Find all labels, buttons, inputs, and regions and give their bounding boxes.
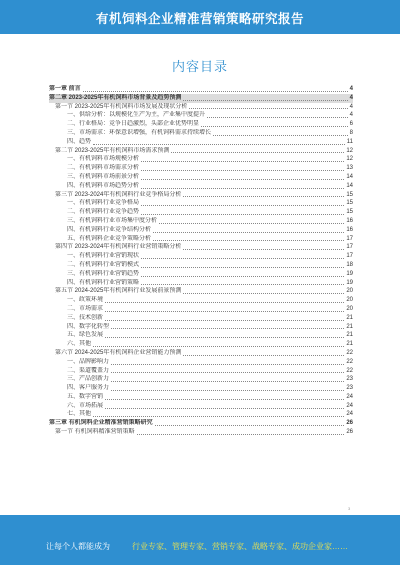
toc-entry-title: 二、渠道覆盖力 bbox=[67, 367, 110, 374]
toc-dot-leader bbox=[189, 104, 347, 109]
toc-dot-leader bbox=[105, 316, 344, 321]
toc-dot-leader bbox=[183, 289, 344, 294]
toc-dot-leader bbox=[111, 368, 344, 373]
toc-dot-leader bbox=[141, 263, 344, 268]
toc-entry-title: 第四节 2023-2024年有机饲料行业营销策略分析 bbox=[55, 244, 182, 251]
toc-dot-leader bbox=[207, 113, 348, 118]
toc-entry-title: 一、有机饲料行业营销现状 bbox=[67, 253, 140, 260]
toc-entry-page: 13 bbox=[346, 165, 353, 172]
toc-entry-page: 19 bbox=[346, 279, 353, 286]
toc-entry-title: 二、有机饲料市场需求分析 bbox=[67, 165, 140, 172]
toc-entry-title: 四、趋势 bbox=[67, 138, 92, 145]
toc-entry-page: 14 bbox=[346, 182, 353, 189]
toc-entry-title: 三、有机饲料市场前景分析 bbox=[67, 173, 140, 180]
toc-entry-page: 11 bbox=[346, 138, 353, 145]
toc-dot-leader bbox=[93, 412, 344, 417]
toc-entry-page: 14 bbox=[346, 173, 353, 180]
toc-entry[interactable] bbox=[49, 103, 353, 112]
toc-dot-leader bbox=[183, 245, 344, 250]
toc-entry[interactable] bbox=[49, 358, 353, 367]
toc-entry[interactable] bbox=[49, 85, 353, 94]
toc-entry[interactable] bbox=[49, 296, 353, 305]
toc-dot-leader bbox=[141, 157, 344, 162]
report-header-bar bbox=[0, 0, 400, 34]
toc-entry-title: 四、有机饲料行业竞争结构分析 bbox=[67, 226, 152, 233]
toc-dot-leader bbox=[137, 430, 345, 435]
toc-dot-leader bbox=[111, 324, 344, 329]
toc-entry-title: 第一章 前言 bbox=[49, 86, 81, 92]
toc-heading: 内容目录 bbox=[171, 59, 228, 74]
toc-entry-page: 26 bbox=[346, 420, 353, 427]
toc-entry-title: 二、有机饲料行业营销模式 bbox=[67, 261, 140, 268]
toc-entry-page: 21 bbox=[346, 323, 353, 330]
toc-entry-title: 一、品牌影响力 bbox=[67, 358, 110, 365]
toc-entry-page: 22 bbox=[346, 349, 353, 356]
toc-entry-page: 24 bbox=[346, 411, 353, 418]
toc-entry-title: 五、绿色发展 bbox=[67, 332, 104, 339]
toc-entry[interactable] bbox=[49, 182, 353, 191]
toc-entry-page: 21 bbox=[346, 332, 353, 339]
toc-entry-page: 12 bbox=[346, 147, 353, 154]
toc-dot-leader bbox=[141, 272, 344, 277]
toc-entry[interactable] bbox=[49, 305, 353, 314]
toc-entry-title: 第六节 2024-2025年有机饲料企业营销能力预测 bbox=[55, 349, 182, 356]
toc-entry[interactable] bbox=[49, 410, 353, 419]
toc-dot-leader bbox=[183, 351, 344, 356]
toc-entry[interactable] bbox=[49, 314, 353, 323]
toc-entry-page: 15 bbox=[346, 200, 353, 207]
toc-entry-title: 一、有机饲料市场规模分析 bbox=[67, 156, 140, 163]
toc-entry-title: 四、数字化转型 bbox=[67, 323, 110, 330]
toc-entry-page: 23 bbox=[346, 376, 353, 383]
toc-entry[interactable] bbox=[49, 261, 353, 270]
toc-entry[interactable] bbox=[49, 287, 353, 296]
toc-dot-leader bbox=[183, 96, 347, 101]
toc-entry-title: 五、数字营销 bbox=[67, 393, 104, 400]
toc-entry-title: 七、其他 bbox=[67, 411, 92, 418]
toc-entry-page: 19 bbox=[346, 270, 353, 277]
toc-dot-leader bbox=[93, 342, 344, 347]
toc-dot-leader bbox=[93, 140, 345, 145]
toc-entry-title: 二、行业格局：竞争日趋激烈，头部企业优势明显 bbox=[67, 121, 200, 128]
toc-dot-leader bbox=[141, 280, 344, 285]
report-title: 有机饲料企业精准营销策略研究报告 bbox=[95, 12, 304, 26]
toc-entry[interactable] bbox=[49, 147, 353, 156]
toc-entry-page: 17 bbox=[346, 244, 353, 251]
toc-entry-page: 4 bbox=[349, 103, 353, 110]
toc-dot-leader bbox=[213, 131, 348, 136]
toc-entry-page: 12 bbox=[346, 156, 353, 163]
page-number: 3 bbox=[348, 506, 351, 511]
toc-entry[interactable] bbox=[49, 226, 353, 235]
toc-entry-page: 16 bbox=[346, 226, 353, 233]
toc-dot-leader bbox=[105, 298, 344, 303]
toc-dot-leader bbox=[141, 254, 344, 259]
toc-entry-page: 24 bbox=[346, 393, 353, 400]
toc-entry[interactable] bbox=[49, 419, 353, 428]
toc-entry[interactable] bbox=[49, 279, 353, 288]
toc-entry-title: 第一节 2023-2025年有机饲料市场发展及现状分析 bbox=[55, 103, 188, 110]
toc-dot-leader bbox=[105, 404, 344, 409]
toc-dot-leader bbox=[141, 201, 344, 206]
toc-entry-title: 四、客户服务力 bbox=[67, 385, 110, 392]
toc-entry-page: 18 bbox=[346, 261, 353, 268]
toc-dot-leader bbox=[153, 236, 344, 241]
toc-entry[interactable] bbox=[49, 323, 353, 332]
toc-entry[interactable] bbox=[49, 217, 353, 226]
toc-entry-title: 二、市场需求 bbox=[67, 305, 104, 312]
toc-entry[interactable] bbox=[49, 164, 353, 173]
footer-expert-list: 行业专家、管理专家、营销专家、战略专家、成功企业家…… bbox=[132, 542, 348, 551]
toc-entry-page: 20 bbox=[346, 305, 353, 312]
toc-entry[interactable] bbox=[49, 120, 353, 129]
toc-entry[interactable] bbox=[49, 155, 353, 164]
toc-entry-title: 一、有机饲料行业竞争格局 bbox=[67, 200, 140, 207]
toc-entry-title: 六、其他 bbox=[67, 341, 92, 348]
toc-entry[interactable] bbox=[49, 402, 353, 411]
toc-dot-leader bbox=[183, 192, 344, 197]
toc-entry[interactable] bbox=[49, 375, 353, 384]
toc-entry-page: 6 bbox=[349, 121, 353, 128]
toc-entry[interactable] bbox=[49, 367, 353, 376]
toc-entry[interactable] bbox=[49, 173, 353, 182]
toc-entry-page: 22 bbox=[346, 367, 353, 374]
toc-entry-title: 第一节 有机饲料精准营销策略 bbox=[55, 429, 135, 436]
toc-entry[interactable] bbox=[49, 270, 353, 279]
toc-entry-title: 第二节 2023-2025年有机饲料市场需求预测 bbox=[55, 147, 170, 154]
toc-entry-title: 三、技术创新 bbox=[67, 314, 104, 321]
toc-entry[interactable] bbox=[49, 199, 353, 208]
toc-entry-title: 一、政策环境 bbox=[67, 297, 104, 304]
toc-entry-title: 一、供给分析：以规模化生产为主，产业集中度提升 bbox=[67, 112, 206, 119]
toc-entry-title: 第二章 2023-2025年有机饲料市场背景及趋势预测 bbox=[49, 94, 182, 101]
toc-dot-leader bbox=[201, 122, 348, 127]
toc-entry[interactable] bbox=[49, 243, 353, 252]
toc-entry[interactable] bbox=[49, 340, 353, 349]
toc-entry[interactable] bbox=[49, 235, 353, 244]
toc-entry-page: 20 bbox=[346, 288, 353, 295]
toc-entry-title: 三、市场需求：环保意识增强，有机饲料需求持续增长 bbox=[67, 129, 212, 136]
toc-entry-title: 四、有机饲料市场趋势分析 bbox=[67, 182, 140, 189]
toc-entry[interactable] bbox=[49, 331, 353, 340]
toc-entry-title: 二、有机饲料行业竞争趋势 bbox=[67, 209, 140, 216]
toc-entry-page: 17 bbox=[346, 253, 353, 260]
toc-entry-title: 第三章 有机饲料企业精准营销策略研究 bbox=[49, 420, 153, 427]
toc-entry-page: 15 bbox=[346, 191, 353, 198]
toc-dot-leader bbox=[153, 228, 344, 233]
toc-entry-title: 第三节 2023-2024年有机饲料行业竞争格局分析 bbox=[55, 191, 182, 198]
toc-entry-page: 26 bbox=[346, 429, 353, 436]
toc-entry-title: 第五节 2024-2025年有机饲料行业发展前景预测 bbox=[55, 288, 182, 295]
toc-dot-leader bbox=[141, 184, 344, 189]
toc-entry[interactable] bbox=[49, 428, 353, 437]
toc-dot-leader bbox=[111, 360, 344, 365]
toc-entry[interactable] bbox=[49, 252, 353, 261]
toc-dot-leader bbox=[141, 210, 344, 215]
toc-dot-leader bbox=[159, 219, 344, 224]
toc-entry-page: 15 bbox=[346, 209, 353, 216]
toc-entry-page: 23 bbox=[346, 385, 353, 392]
toc-entry[interactable] bbox=[49, 191, 353, 200]
toc-entry[interactable] bbox=[49, 129, 353, 138]
toc-dot-leader bbox=[155, 421, 345, 426]
toc-entry-page: 20 bbox=[346, 297, 353, 304]
toc-entry[interactable] bbox=[49, 94, 353, 103]
toc-entry-page: 21 bbox=[346, 314, 353, 321]
toc-entry-page: 21 bbox=[346, 341, 353, 348]
toc-entry[interactable] bbox=[49, 349, 353, 358]
toc-dot-leader bbox=[141, 166, 344, 171]
toc-dot-leader bbox=[105, 395, 344, 400]
toc-dot-leader bbox=[111, 386, 344, 391]
toc-dot-leader bbox=[105, 307, 344, 312]
toc-entry-page: 8 bbox=[349, 129, 353, 136]
toc-entry-title: 三、有机饲料行业营销趋势 bbox=[67, 270, 140, 277]
toc-entry-page: 17 bbox=[346, 235, 353, 242]
toc-entry-page: 22 bbox=[346, 358, 353, 365]
toc-entry-page: 4 bbox=[349, 112, 353, 119]
toc-entry-title: 三、有机饲料行业市场集中度分析 bbox=[67, 217, 158, 224]
toc-entry-title: 三、产品创新力 bbox=[67, 376, 110, 383]
toc-entry-title: 五、有机饲料企业竞争策略分析 bbox=[67, 235, 152, 242]
toc-dot-leader bbox=[171, 148, 344, 153]
footer-bar bbox=[0, 515, 400, 565]
table-of-contents bbox=[49, 85, 353, 437]
toc-dot-leader bbox=[111, 377, 344, 382]
toc-entry-title: 四、有机饲料行业营销策略 bbox=[67, 279, 140, 286]
toc-entry[interactable] bbox=[49, 393, 353, 402]
toc-entry[interactable] bbox=[49, 111, 353, 120]
toc-dot-leader bbox=[105, 333, 344, 338]
toc-entry[interactable] bbox=[49, 138, 353, 147]
toc-dot-leader bbox=[83, 87, 348, 92]
toc-entry-page: 4 bbox=[349, 86, 353, 92]
toc-dot-leader bbox=[141, 175, 344, 180]
toc-entry-page: 16 bbox=[346, 217, 353, 224]
toc-entry[interactable] bbox=[49, 208, 353, 217]
footer-slogan: 让每个人都能成为 bbox=[46, 542, 110, 551]
toc-entry[interactable] bbox=[49, 384, 353, 393]
toc-entry-title: 六、市场拓展 bbox=[67, 402, 104, 409]
toc-entry-page: 24 bbox=[346, 402, 353, 409]
toc-entry-page: 4 bbox=[349, 94, 353, 101]
